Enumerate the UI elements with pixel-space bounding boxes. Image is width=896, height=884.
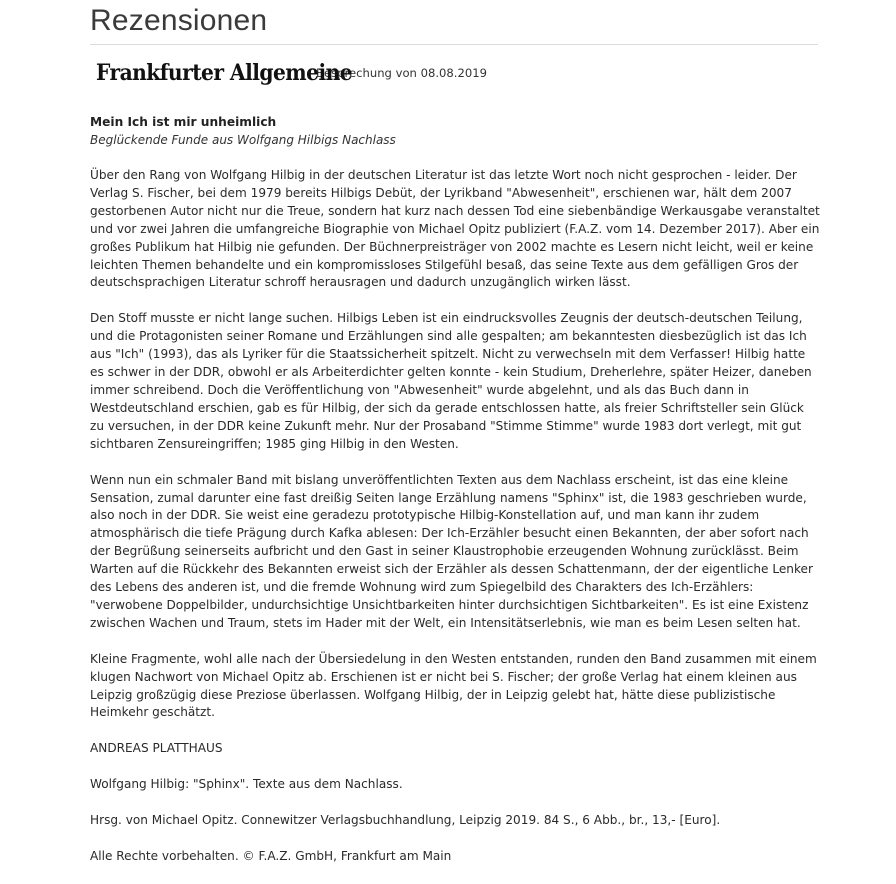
review-paragraph: Über den Rang von Wolfgang Hilbig in der deutschen Literatur ist das letzte Wort noch nicht gesprochen - leider. Der Verlag S. Fischer, bei dem 1979 bereits Hilbigs Debüt, der Lyrikband "Abwesenheit", erschienen war, hält dem 2007 gestorbenen Autor nicht nur die Treue, sondern hat kurz nach dessen Tod eine siebenbändige Werkausgabe veranstaltet und vor zwei Jahren die umfangreiche Biographie von Michael Opitz publiziert (F.A.Z. vom 14. Dezember 2017). Aber ein großes Publikum hat Hilbig nie gefunden. Der Büchnerpreisträger von 2002 machte es Lesern nicht leicht, weil er keine leichten Themen behandelte und ein kompromissloses Stilgefühl besaß, das seine Texte aus dem gefälligen Gros der deutschsprachigen Literatur schroff herausragen und dadurch unzugänglich wirken lässt.: [90, 168, 820, 290]
review-author: ANDREAS PLATTHAUS: [90, 741, 223, 756]
faz-logo: Frankfurter Allgemeine: [96, 60, 353, 86]
copyright-notice: Alle Rechte vorbehalten. © F.A.Z. GmbH, Frankfurt am Main: [90, 849, 452, 864]
review-date: Besprechung von 08.08.2019: [316, 66, 487, 80]
reviews-page: [90, 0, 820, 884]
review-paragraph: Wenn nun ein schmaler Band mit bislang unveröffentlichten Texten aus dem Nachlass erscheint, ist das eine kleine Sensation, zumal darunter eine fast dreißig Seiten lange Erzählung namens "Sphinx" ist, die 1983 geschrieben wurde, also noch in der DDR. Sie weist eine geradezu prototypische Hilbig-Konstellation auf, und man kann ihr zudem atmosphärisch die tiefe Prägung durch Kafka ablesen: Der Ich-Erzähler besucht einen Bekannten, der aber sofort nach der Begrüßung seinerseits aufbricht und den Gast in seiner Klaustrophobie erzeugenden Wohnung zurücklässt. Beim Warten auf die Rückkehr des Bekannten erweist sich der Erzähler als dessen Schattenmann, der der eigentliche Lenker des Lebens des anderen ist, und die fremde Wohnung wird zum Spiegelbild des Charakters des Ich-Erzählers: "verwobene Doppelbilder, undurchsichtige Unsichtbarkeiten hinter durchsichtigen Sichtbarkeiten". Es ist eine Existenz zwischen Wachen und Traum, stets im Hader mit der Welt, ein Intensitätserlebnis, wie man es beim Lesen selten hat.: [90, 472, 813, 630]
page-title: Rezensionen: [90, 4, 268, 37]
review-source-row: [90, 45, 820, 101]
review-headline: Mein Ich ist mir unheimlich: [90, 115, 277, 129]
review-body: [90, 167, 820, 722]
book-details-line: Hrsg. von Michael Opitz. Connewitzer Verlagsbuchhandlung, Leipzig 2019. 84 S., 6 Abb., br., 13,- [Euro].: [90, 813, 721, 828]
book-title-line: Wolfgang Hilbig: "Sphinx". Texte aus dem Nachlass.: [90, 777, 403, 792]
review-paragraph: Den Stoff musste er nicht lange suchen. Hilbigs Leben ist ein eindrucksvolles Zeugnis der deutsch-deutschen Teilung, und die Protagonisten seiner Romane und Erzählungen sind alle gespalten; am bekanntesten diesbezüglich ist das Ich aus "Ich" (1993), das als Lyriker für die Staatssicherheit spitzelt. Nicht zu verwechseln mit dem Verfasser! Hilbig hatte es schwer in der DDR, obwohl er als Arbeiterdichter gelten konnte - kein Studium, Dreherlehre, später Heizer, daneben immer schreibend. Doch die Veröffentlichung von "Abwesenheit" wurde abgelehnt, und als das Buch dann in Westdeutschland erschien, gab es für Hilbig, der sich da gerade entschlossen hatte, als freier Schriftsteller sein Glück zu versuchen, in der DDR keine Zukunft mehr. Nur der Prosaband "Stimme Stimme" wurde 1983 dort verlegt, mit gut sichtbaren Zensureingriffen; 1985 ging Hilbig in den Westen.: [90, 311, 812, 451]
review-paragraph: Kleine Fragmente, wohl alle nach der Übersiedelung in den Westen entstanden, runden den Band zusammen mit einem klugen Nachwort von Michael Opitz ab. Erschienen ist er nicht bei S. Fischer; der große Verlag hat einem kleinen aus Leipzig großzügig diese Preziose überlassen. Wolfgang Hilbig, der in Leipzig gelebt hat, hätte diese publizistische Heimkehr geschätzt.: [90, 651, 817, 720]
review-subheadline: Beglückende Funde aus Wolfgang Hilbigs Nachlass: [90, 133, 396, 147]
review-meta: [90, 740, 820, 866]
